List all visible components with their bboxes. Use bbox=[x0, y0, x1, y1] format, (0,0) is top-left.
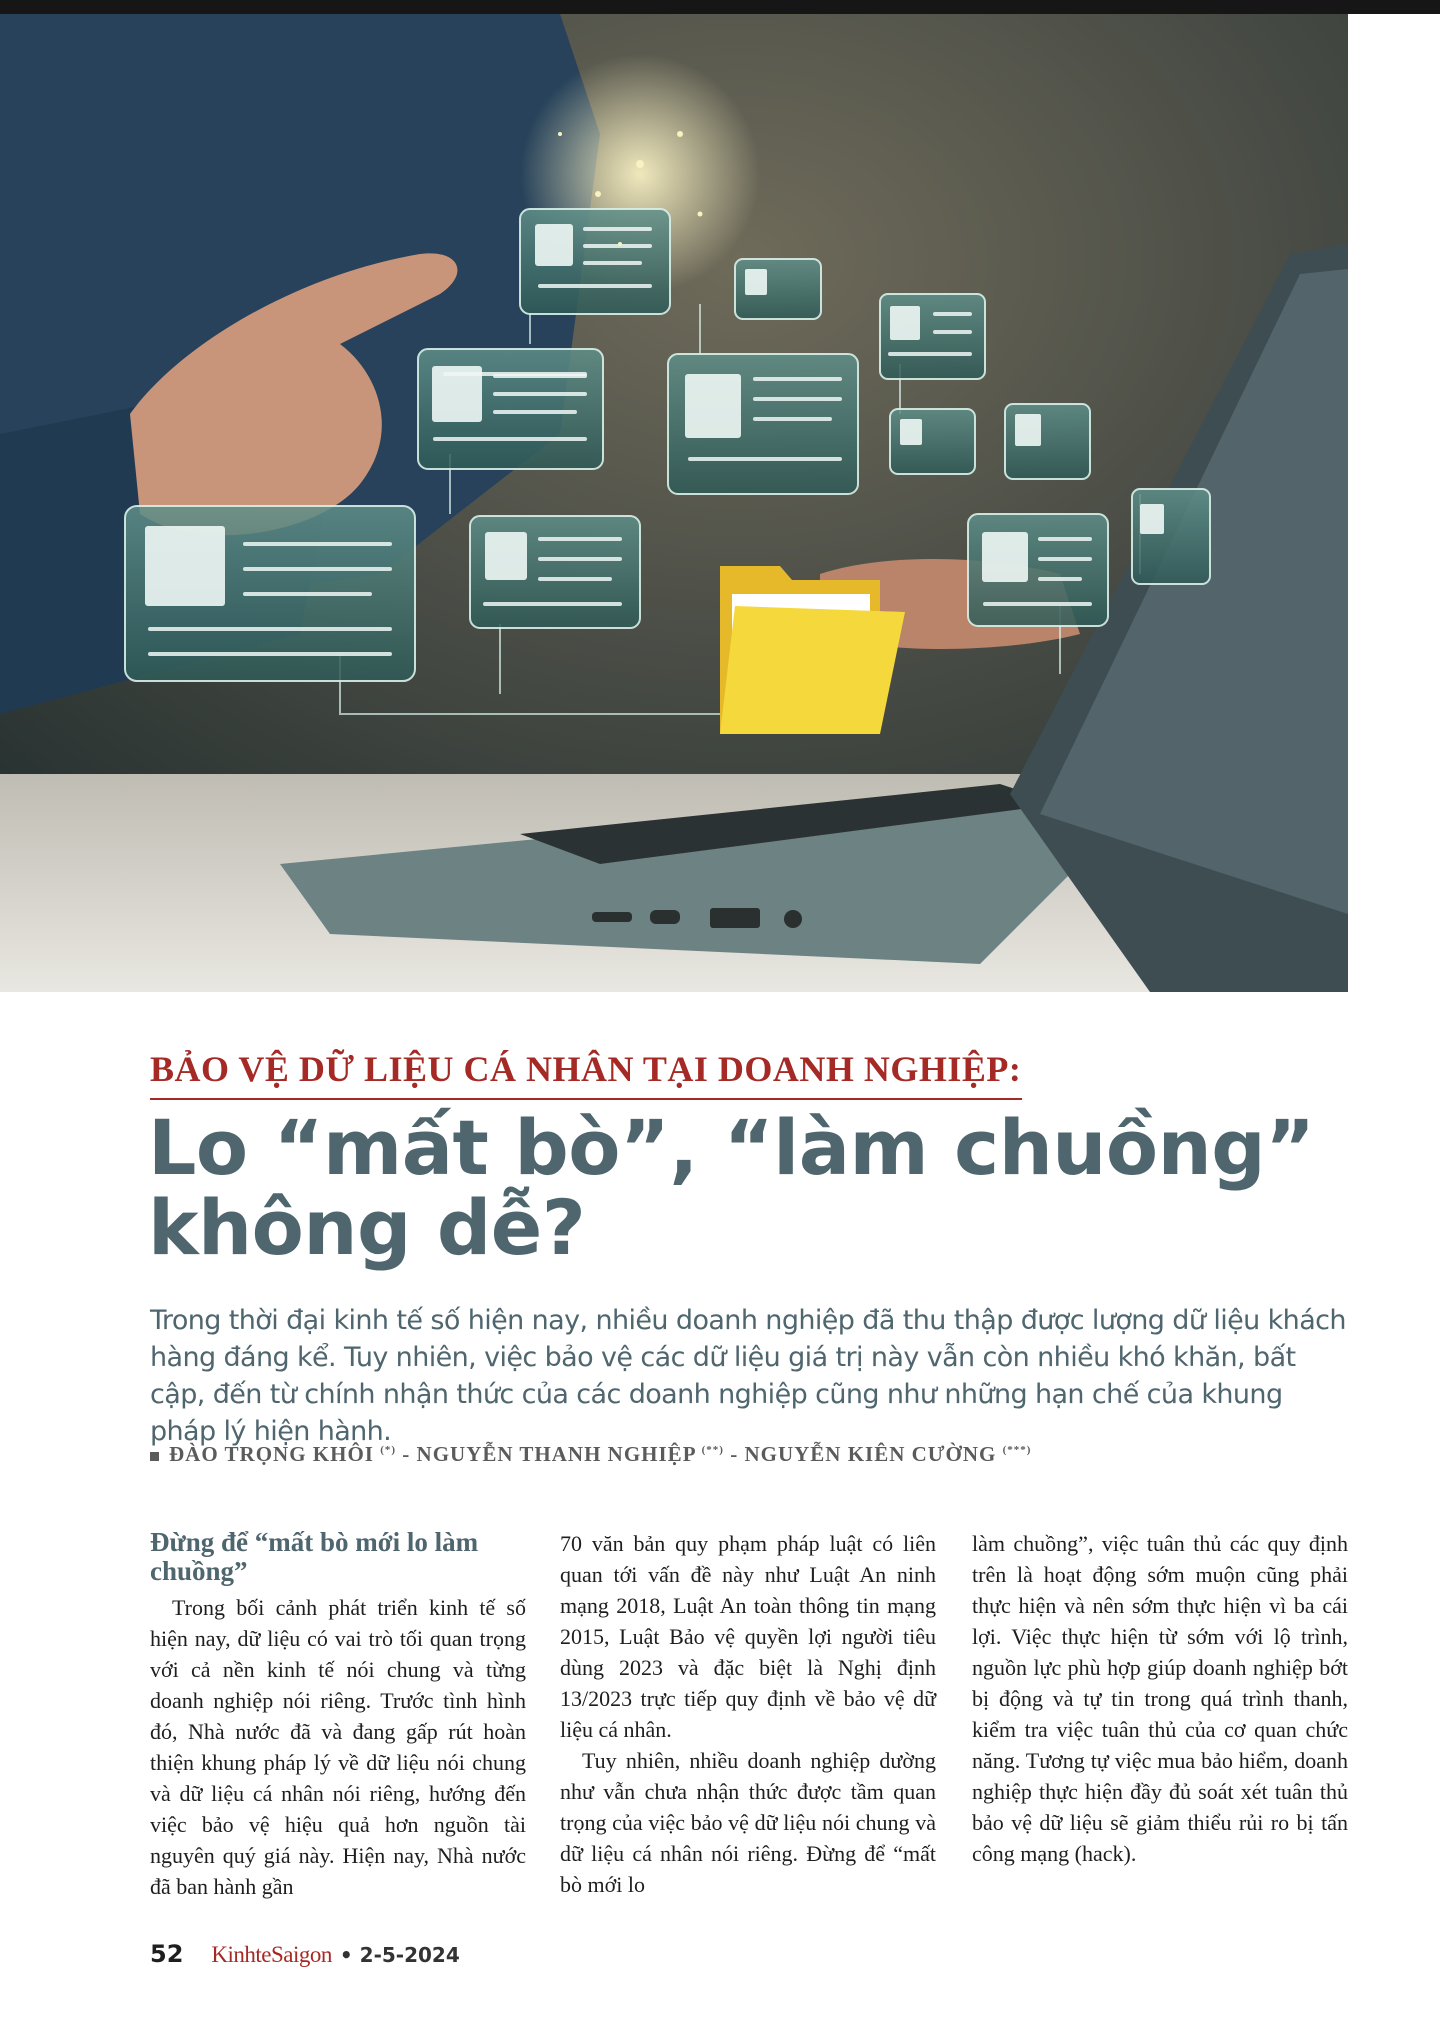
section-subhead: Đừng để “mất bò mới lo làm chuồng” bbox=[150, 1527, 479, 1586]
page-footer bbox=[150, 1940, 460, 1968]
author-separator: - bbox=[723, 1442, 745, 1466]
body-column-1 bbox=[150, 1528, 526, 1902]
body-paragraph: Tuy nhiên, nhiều doanh nghiệp dường như vẫn chưa nhận thức được tầm quan trọng của việc bảo vệ dữ liệu nói chung và dữ liệu cá nhân nói riêng. Đừng để “mất bò mới lo bbox=[560, 1748, 936, 1897]
title-line-1: Lo “mất bò”, “làm chuồng” bbox=[148, 1103, 1315, 1192]
body-column-2 bbox=[560, 1528, 936, 1900]
issue-date: • 2-5-2024 bbox=[339, 1943, 460, 1967]
hero-photo bbox=[0, 14, 1348, 992]
article-kicker: BẢO VỆ DỮ LIỆU CÁ NHÂN TẠI DOANH NGHIỆP: bbox=[150, 1049, 1022, 1089]
author-2: NGUYỄN THANH NGHIỆP (**) bbox=[416, 1442, 724, 1466]
byline-bullet-icon bbox=[150, 1452, 159, 1461]
body-paragraph: Trong bối cảnh phát triển kinh tế số hiện nay, dữ liệu có vai trò tối quan trọng với cả nền kinh tế nói chung và từng doanh nghiệp nói riêng. Trước tình hình đó, Nhà nước đã và đang gấp rút hoàn thiện khung pháp lý về dữ liệu nói chung và dữ liệu cá nhân nói riêng, hướng đến việc bảo vệ hiệu quả hơn nguồn tài nguyên quý giá này. Hiện nay, Nhà nước đã ban hành gần bbox=[150, 1595, 526, 1899]
author-separator: - bbox=[396, 1442, 417, 1466]
byline bbox=[150, 1442, 1031, 1467]
body-column-3 bbox=[972, 1528, 1348, 1869]
body-paragraph: 70 văn bản quy phạm pháp luật có liên quan tới vấn đề này như Luật An ninh mạng 2018, Luật An toàn thông tin mạng 2015, Luật Bảo vệ quyền lợi người tiêu dùng 2023 và đặc biệt là Nghị định 13/2023 trực tiếp quy định về bảo vệ dữ liệu cá nhân. bbox=[560, 1531, 936, 1742]
publication-logo: KinhteSaigon bbox=[211, 1942, 332, 1967]
hero-illustration bbox=[0, 14, 1348, 992]
article-title bbox=[148, 1103, 1328, 1272]
author-1: ĐÀO TRỌNG KHÔI (*) bbox=[169, 1442, 397, 1466]
kicker-underline bbox=[150, 1098, 1022, 1100]
title-line-2: không dễ? bbox=[148, 1183, 586, 1272]
top-edge-bar bbox=[0, 0, 1440, 14]
body-paragraph: làm chuồng”, việc tuân thủ các quy định trên là hoạt động sớm muộn cũng phải thực hiện và nên sớm thực hiện vì ba cái lợi. Việc thực hiện từ sớm với lộ trình, nguồn lực phù hợp giúp doanh nghiệp bớt bị động và tự tin trong quá trình thanh, kiểm tra việc tuân thủ của cơ quan chức năng. Tương tự việc mua bảo hiểm, doanh nghiệp thực hiện đầy đủ soát xét tuân thủ bảo vệ dữ liệu sẽ giảm thiểu rủi ro bị tấn công mạng (hack). bbox=[972, 1531, 1348, 1866]
article-lead: Trong thời đại kinh tế số hiện nay, nhiều doanh nghiệp đã thu thập được lượng dữ liệu khách hàng đáng kể. Tuy nhiên, việc bảo vệ các dữ liệu giá trị này vẫn còn nhiều khó khăn, bất cập, đến từ chính nhận thức của các doanh nghiệp cũng như những hạn chế của khung pháp lý hiện hành. bbox=[150, 1305, 1346, 1447]
page-number: 52 bbox=[150, 1940, 184, 1968]
author-3: NGUYỄN KIÊN CƯỜNG (***) bbox=[744, 1442, 1032, 1466]
